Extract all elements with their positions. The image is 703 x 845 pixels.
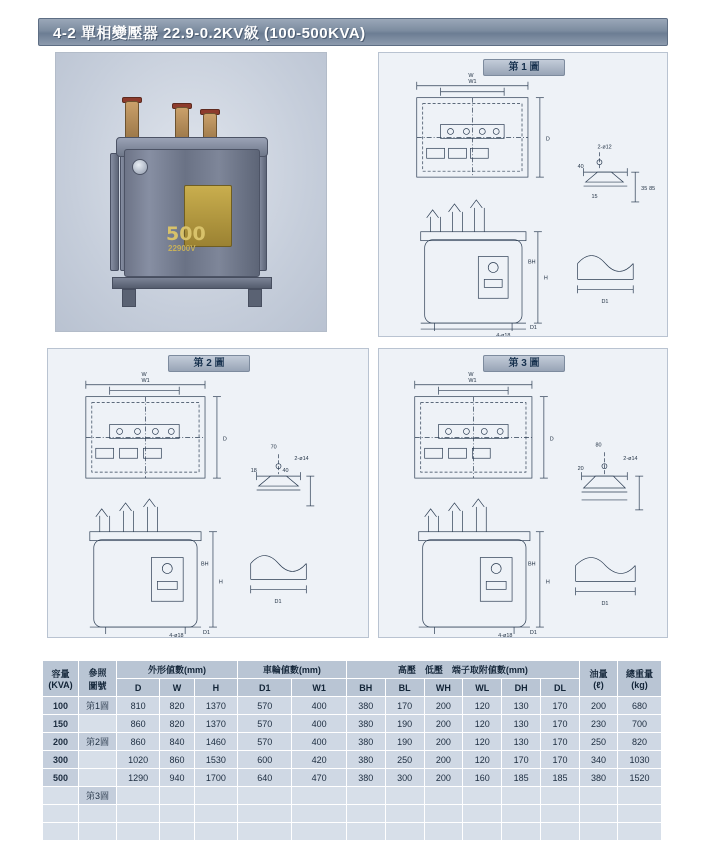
cell-weight: 1520 [618,769,662,787]
cell-figure-ref: 第1圖 [79,697,117,715]
header-figure-ref: 參照 圖號 [79,661,117,697]
svg-text:BH: BH [527,259,536,266]
cell-WL: 120 [463,715,502,733]
cell-oil: 250 [580,733,618,751]
cell-weight [618,823,662,841]
cell-BL [385,787,424,805]
cell-weight: 820 [618,733,662,751]
header-WH: WH [424,679,463,697]
figure-2-drawing [48,349,368,637]
cell-DL: 170 [541,751,580,769]
cell-H [194,823,237,841]
table-header-row-1 [43,661,662,679]
cell-oil: 340 [580,751,618,769]
cell-D [117,787,160,805]
svg-text:W: W [141,371,147,378]
cell-BH [346,787,385,805]
svg-text:4-ø18: 4-ø18 [496,332,511,336]
header-DL: DL [541,679,580,697]
cell-H: 1370 [194,697,237,715]
cell-figure-ref [79,823,117,841]
cell-D1: 570 [238,715,292,733]
header-terminal-dims: 高壓 低壓 端子取附値數(mm) [346,661,579,679]
figure-3-drawing [379,349,667,637]
svg-text:W1: W1 [141,377,150,384]
cell-D [117,823,160,841]
cell-BH: 380 [346,751,385,769]
cell-WH: 200 [424,769,463,787]
cell-weight: 700 [618,715,662,733]
cell-DH: 130 [502,715,541,733]
cell-BL: 300 [385,769,424,787]
table-row [43,697,662,715]
cell-W1: 420 [292,751,346,769]
header-wheel-dims: 車輪値數(mm) [238,661,347,679]
header-BL: BL [385,679,424,697]
transformer-illustration [96,81,292,317]
cell-W1 [292,823,346,841]
cell-WL [463,805,502,823]
svg-text:H: H [545,579,550,586]
svg-text:D1: D1 [203,630,211,637]
cell-WH: 200 [424,697,463,715]
oil-gauge-icon [132,159,148,175]
cooling-fin-1 [110,153,119,271]
svg-text:D1: D1 [529,325,537,332]
cell-W1: 470 [292,769,346,787]
svg-text:W: W [468,371,474,378]
cell-W1: 400 [292,715,346,733]
cell-BH [346,823,385,841]
cell-WH [424,823,463,841]
cell-DL: 170 [541,715,580,733]
cell-capacity [43,805,79,823]
cell-capacity [43,823,79,841]
cell-DL: 170 [541,733,580,751]
figure-2-panel [47,348,369,638]
cell-W [160,787,195,805]
cell-WH: 200 [424,715,463,733]
svg-text:D: D [549,436,554,443]
header-H: H [194,679,237,697]
cell-W1 [292,805,346,823]
page-title-bar [38,18,668,46]
cell-capacity: 500 [43,769,79,787]
cell-D: 860 [117,733,160,751]
cell-BL: 190 [385,733,424,751]
cell-D: 860 [117,715,160,733]
cell-figure-ref: 第2圖 [79,733,117,751]
cell-BL: 250 [385,751,424,769]
cell-W1: 400 [292,697,346,715]
svg-text:40: 40 [577,164,584,171]
figure-2-tag: 第 2 圖 [168,355,250,372]
svg-text:BH: BH [201,561,209,568]
specification-table [42,660,662,841]
cell-BL [385,823,424,841]
cell-D: 810 [117,697,160,715]
cell-DH: 185 [502,769,541,787]
svg-text:D: D [545,136,550,143]
svg-text:D1: D1 [529,630,537,637]
figure-3-panel [378,348,668,638]
svg-text:4-ø18: 4-ø18 [169,633,184,637]
cell-WL [463,823,502,841]
cell-W1 [292,787,346,805]
cell-oil [580,805,618,823]
svg-text:D: D [222,436,227,443]
figure-1-drawing [379,53,667,336]
header-WL: WL [463,679,502,697]
table-row [43,823,662,841]
cell-DH: 130 [502,733,541,751]
cell-W: 820 [160,697,195,715]
cell-DL [541,823,580,841]
table-row [43,805,662,823]
cell-DL [541,805,580,823]
cell-D1: 640 [238,769,292,787]
cell-W1: 400 [292,733,346,751]
svg-text:D1: D1 [601,299,609,306]
header-DH: DH [502,679,541,697]
header-capacity: 容量 (KVA) [43,661,79,697]
cell-W: 860 [160,751,195,769]
table-row [43,769,662,787]
cell-capacity: 150 [43,715,79,733]
svg-text:15: 15 [591,193,598,200]
cell-capacity: 100 [43,697,79,715]
photo-capacity-label: 500 [166,223,206,245]
header-W1: W1 [292,679,346,697]
svg-text:2-ø14: 2-ø14 [294,456,309,463]
cell-H: 1460 [194,733,237,751]
cell-BL: 190 [385,715,424,733]
cell-WL: 120 [463,697,502,715]
cell-D1: 570 [238,697,292,715]
svg-text:35: 35 [641,186,648,193]
cell-weight [618,805,662,823]
svg-text:2-ø12: 2-ø12 [597,144,612,151]
cell-W: 840 [160,733,195,751]
cell-oil: 380 [580,769,618,787]
table-body [43,697,662,841]
cell-DL [541,787,580,805]
cell-H [194,805,237,823]
cell-oil [580,823,618,841]
cell-H: 1530 [194,751,237,769]
cell-figure-ref [79,805,117,823]
product-photo-panel [55,52,327,332]
cell-capacity: 200 [43,733,79,751]
cell-oil: 200 [580,697,618,715]
cell-BL: 170 [385,697,424,715]
cell-H: 1700 [194,769,237,787]
table-row [43,787,662,805]
cell-figure-ref [79,769,117,787]
cell-DH [502,805,541,823]
cell-D1 [238,805,292,823]
svg-text:D1: D1 [601,601,609,608]
header-weight: 總重量 (kg) [618,661,662,697]
svg-text:W: W [468,72,474,79]
svg-text:H: H [218,579,223,586]
cell-W [160,805,195,823]
cell-W: 820 [160,715,195,733]
cell-DH [502,787,541,805]
svg-text:D1: D1 [274,599,282,606]
cell-WH [424,787,463,805]
cell-figure-ref [79,751,117,769]
header-D: D [117,679,160,697]
svg-text:BH: BH [527,561,536,568]
cell-H: 1370 [194,715,237,733]
cell-BH: 380 [346,733,385,751]
svg-text:20: 20 [577,466,584,473]
svg-text:80: 80 [595,442,602,449]
svg-text:2-ø14: 2-ø14 [623,456,638,463]
cell-BH: 380 [346,697,385,715]
cell-figure-ref [79,715,117,733]
cell-figure-ref: 第3圖 [79,787,117,805]
photo-voltage-label: 22900V [168,244,196,253]
header-D1: D1 [238,679,292,697]
table-row [43,715,662,733]
cell-capacity [43,787,79,805]
cell-DL: 170 [541,697,580,715]
table-row [43,751,662,769]
tank-base [112,277,272,289]
header-W: W [160,679,195,697]
page-title: 4-2 單相變壓器 22.9-0.2KV級 (100-500KVA) [53,25,366,42]
cell-weight: 680 [618,697,662,715]
cell-D: 1020 [117,751,160,769]
cell-W [160,823,195,841]
table-header-row-2 [43,679,662,697]
cell-WH: 200 [424,751,463,769]
tank-foot-right [248,289,262,307]
table-row [43,733,662,751]
tank-foot-left [122,289,136,307]
svg-text:40: 40 [282,468,289,475]
svg-text:H: H [543,275,548,282]
cell-H [194,787,237,805]
header-oil: 油量 (ℓ) [580,661,618,697]
figure-1-tag: 第 1 圖 [483,59,565,76]
svg-text:70: 70 [270,444,277,451]
cell-BH [346,805,385,823]
svg-text:85: 85 [649,186,656,193]
figure-3-tag: 第 3 圖 [483,355,565,372]
cell-DH [502,823,541,841]
cell-WL [463,787,502,805]
cell-D: 1290 [117,769,160,787]
cell-weight [618,787,662,805]
cell-oil: 230 [580,715,618,733]
cell-DL: 185 [541,769,580,787]
cell-W: 940 [160,769,195,787]
figure-1-panel [378,52,668,337]
product-photo [56,53,326,331]
header-outline-dims: 外形値數(mm) [117,661,238,679]
svg-text:4-ø18: 4-ø18 [498,633,513,637]
cell-BH: 380 [346,715,385,733]
cell-WL: 120 [463,733,502,751]
cell-D [117,805,160,823]
cell-D1 [238,823,292,841]
cell-WL: 120 [463,751,502,769]
svg-text:W1: W1 [468,377,477,384]
cell-D1: 570 [238,733,292,751]
cell-BH: 380 [346,769,385,787]
cell-BL [385,805,424,823]
cell-WH [424,805,463,823]
svg-text:18: 18 [250,468,257,475]
header-BH: BH [346,679,385,697]
cell-WL: 160 [463,769,502,787]
cell-capacity: 300 [43,751,79,769]
cell-D1: 600 [238,751,292,769]
svg-text:W1: W1 [468,78,477,85]
cell-WH: 200 [424,733,463,751]
cell-DH: 170 [502,751,541,769]
cell-D1 [238,787,292,805]
cell-DH: 130 [502,697,541,715]
cell-oil [580,787,618,805]
cell-weight: 1030 [618,751,662,769]
